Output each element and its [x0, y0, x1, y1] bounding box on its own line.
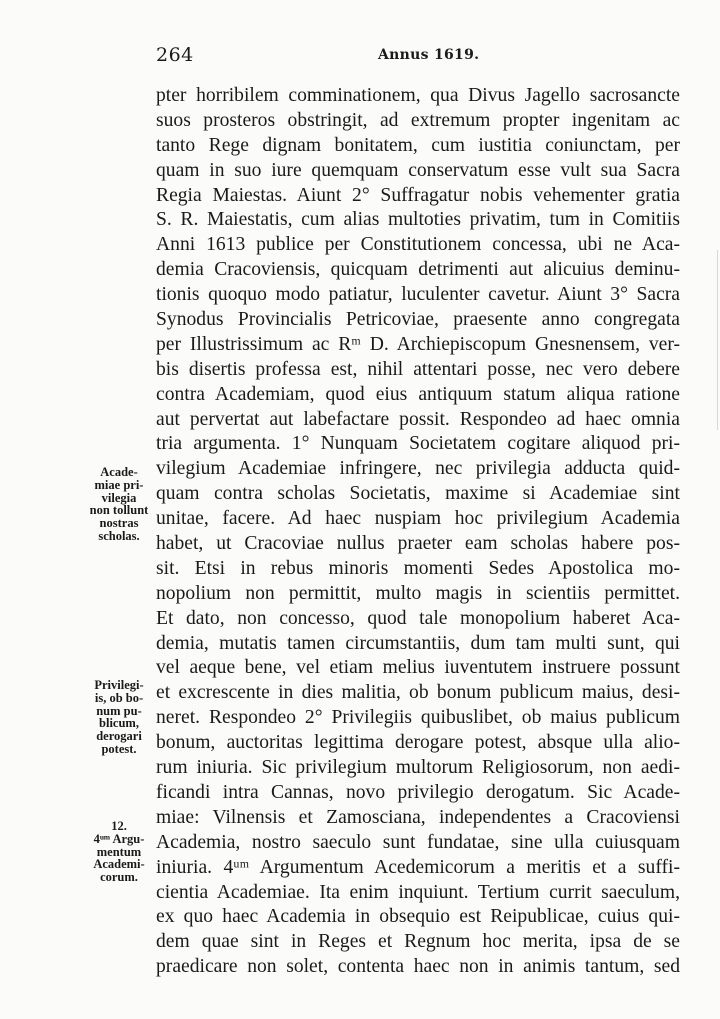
text-line: pter horribilem comminationem, qua Divus Jagello sacrosancte: [156, 85, 680, 106]
text-line: rum iniuria. Sic privilegium multorum Religiosorum, non aedi-: [156, 757, 680, 779]
text-line: aut pervertat aut labefactare possit. Respondeo ad haec omnia: [156, 408, 680, 430]
text-line: suos prosteros obstringit, ad extremum propter ingenitam ac: [156, 109, 680, 131]
text-line: bis disertis professa est, nihil attentari posse, nec vero debere: [156, 358, 680, 380]
margin-note-line: is, ob bo-: [94, 690, 144, 705]
text-line: cientia Academiae. Ita enim inquiunt. Tertium currit saeculum,: [156, 881, 680, 903]
text-line: contra Academiam, quod eius antiquum statum aliqua ratione: [156, 383, 680, 405]
margin-note-line: nostras: [99, 516, 139, 531]
text-line: bonum, auctoritas legittima derogare potest, absque ulla alio-: [156, 732, 680, 754]
text-line: praedicare non solet, contenta haec non in animis tantum, sed: [156, 956, 680, 978]
margin-note-line: non tollunt: [89, 503, 149, 518]
margin-note-line: Privilegi-: [94, 678, 144, 692]
text-line: nopolium non permittit, multo magis in scientiis permittet.: [156, 582, 680, 604]
text-line: Academia, nostro saeculo sunt fundatae, sine ulla cuiusquam: [156, 831, 680, 853]
margin-note-line: blicum,: [99, 716, 139, 731]
text-line: dem quae sint in Reges et Regnum hoc merita, ipsa de se: [156, 931, 680, 953]
text-line: per Illustrissimum ac Rᵐ D. Archiepiscopum Gnesnensem, ver-: [156, 333, 680, 355]
page-number: 264: [156, 44, 194, 66]
margin-note-line: vilegia: [101, 490, 137, 505]
text-line: sit. Etsi in rebus minoris momenti Sedes Apostolica mo-: [156, 557, 680, 579]
text-line: iniuria. 4ᵘᵐ Argumentum Acedemicorum a meritis et a suffi-: [156, 856, 680, 878]
text-line: Regia Maiestas. Aiunt 2° Suffragatur nobis vehementer gratia: [156, 184, 680, 206]
margin-note-line: Acade-: [100, 465, 138, 479]
margin-note-line: Academi-: [93, 857, 145, 872]
margin-note-line: 12.: [111, 819, 127, 833]
text-line: vilegium Academiae infringere, nec privilegia adducta quid-: [156, 458, 680, 480]
text-line: unitae, facere. Ad haec nuspiam hoc privilegium Academia: [156, 508, 680, 530]
margin-note-line: scholas.: [98, 528, 140, 543]
margin-note-line: corum.: [100, 870, 138, 885]
text-line: ficandi intra Cannas, novo privilegio derogatum. Sic Acade-: [156, 781, 680, 803]
body-text: [156, 84, 680, 980]
text-line: vel aeque bene, vel etiam melius iuventutem instruere possunt: [156, 657, 680, 679]
text-line: S. R. Maiestatis, cum alias multoties privatim, tum in Comitiis: [156, 209, 680, 231]
text-line: et excrescente in dies malitia, ob bonum publicum maius, desi-: [156, 682, 680, 704]
text-line: habet, ut Cracoviae nullus praeter eam scholas habere pos-: [156, 533, 680, 555]
text-line: tria argumenta. 1° Nunquam Societatem cogitare aliquod pri-: [156, 433, 680, 455]
margin-note-privileges-not-removing-schools: [84, 466, 154, 543]
text-line: tanto Rege dignam bonitatem, cum iustitia coniunctam, per: [156, 134, 680, 156]
text-line: Anni 1613 publice per Constitutionem concessa, ubi ne Aca-: [156, 234, 680, 256]
text-line: miae: Vilnensis et Zamosciana, independentes a Cracoviensi: [156, 806, 680, 828]
margin-note-line: derogari: [96, 729, 142, 744]
text-line: quam contra scholas Societatis, maxime si Academiae sint: [156, 483, 680, 505]
margin-note-line: mentum: [96, 844, 142, 859]
margin-note-line: num pu-: [96, 703, 142, 718]
page-edge-shadow: [717, 250, 718, 430]
text-line: ex quo haec Academia in obsequio est Reipublicae, cuius qui-: [156, 906, 680, 928]
page-header: [0, 44, 720, 74]
margin-note-line: miae pri-: [94, 477, 144, 492]
text-line: quam in suo iure quemquam conservatum esse vult sua Sacra: [156, 159, 680, 181]
text-line: demia, mutatis tamen circumstantiis, dum tam multi sunt, qui: [156, 632, 680, 654]
running-head: Annus 1619.: [378, 47, 480, 63]
text-line: neret. Respondeo 2° Privilegiis quibuslibet, ob maius publicum: [156, 707, 680, 729]
text-line: demia Cracoviensis, quicquam detrimenti aut alicuius deminu-: [156, 259, 680, 281]
margin-note-line: 4ᵘᵐ Argu-: [93, 831, 145, 846]
text-line: Synodus Provincialis Petricoviae, praesente anno congregata: [156, 309, 680, 331]
text-line: Et dato, non concesso, quod tale monopolium haberet Aca-: [156, 607, 680, 629]
text-line: tionis quoquo modo patiatur, luculenter cavetur. Aiunt 3° Sacra: [156, 284, 680, 306]
margin-note-line: potest.: [101, 741, 137, 756]
margin-note-privileges-derogation: [84, 679, 154, 756]
margin-note-fourth-argument: [84, 820, 154, 884]
